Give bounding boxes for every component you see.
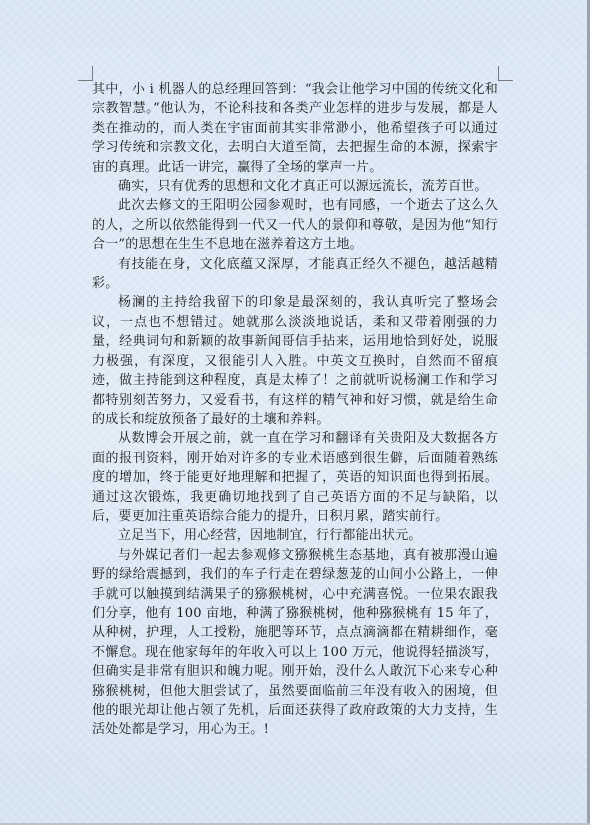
paragraph-7: 立足当下，用心经营，因地制宜，行行都能出状元。 [118,528,422,544]
paragraph-8: 与外媒记者们一起去参观修文猕猴桃生态基地，真有被那漫山遍野的绿给震撼到，我们的车子行走在碧绿葱茏的山间小公路上，一伸手就可以触摸到结满果子的猕猴桃树，心中充满喜悦。一位果农跟我们分享，他有 100 亩地，种满了猕猴桃树，他种猕猴桃有 15 年了，从种树，护理，人工授粉，施肥等环节，点点滴滴都在精耕细作，毫不懈怠。现在他家每年的年收入可以上 100 万元，他说得轻描淡写，但确实是非常有胆识和魄力呢。刚开始，没什么人敢沉下心来专心种猕猴桃树，但他大胆尝试了，虽然要面临前三年没有收入的困境，但他的眼光却让他占领了先机，后面还获得了政府政策的大力支持，生活处处都是学习，用心为王。! [92,547,498,738]
paragraph-4: 有技能在身，文化底蕴又深厚，才能真正经久不褪色，越活越精彩。 [92,256,498,292]
paragraph-5: 杨澜的主持给我留下的印象是最深刻的，我认真听完了整场会议，一点也不想错过。她就那么淡淡地说话，柔和又带着刚强的力量，经典词句和新颖的故事新闻哥信手拈来，运用地恰到好处，说服力极强，有深度，又很能引人入胜。中英文互换时，自然而不留痕迹，做主持能到这种程度，真是太棒了！之前就听说杨澜工作和学习都特别刻苦努力，又爱看书，有这样的精气神和好习惯，就是给生命的成长和绽放预备了最好的土壤和养料。 [92,295,498,427]
document-body [92,80,498,740]
paragraph-3: 此次去修文的王阳明公园参观时，也有同感，一个逝去了这么久的人，之所以依然能得到一代又一代人的景仰和尊敬，是因为他“知行合一”的思想在生生不息地在滋养着这方土地。 [92,198,498,253]
paragraph-2: 确实，只有优秀的思想和文化才真正可以源远流长，流芳百世。 [118,179,488,195]
paragraph-6: 从数博会开展之前，就一直在学习和翻译有关贵阳及大数据各方面的报刊资料，刚开始对许多的专业术语感到很生僻，后面随着熟练度的增加，终于能更好地理解和把握了，英语的知识面也得到拓展。通过这次锻炼，我更确切地找到了自己英语方面的不足与缺陷，以后，要更加注重英语综合能力的提升，日积月累，踏实前行。 [92,431,498,524]
paragraph-1: 其中，小 i 机器人的总经理回答到：“我会让他学习中国的传统文化和宗教智慧。”他认为，不论科技和各类产业怎样的进步与发展，都是人类在推动的，而人类在宇宙面前其实非常渺小，他希望孩子可以通过学习传统和宗教文化，去明白大道至简，去把握生命的本源，探索宇宙的真理。此话一讲完，赢得了全场的掌声一片。 [92,82,498,175]
crop-mark-top-left [78,66,93,81]
crop-mark-top-right [498,66,513,81]
